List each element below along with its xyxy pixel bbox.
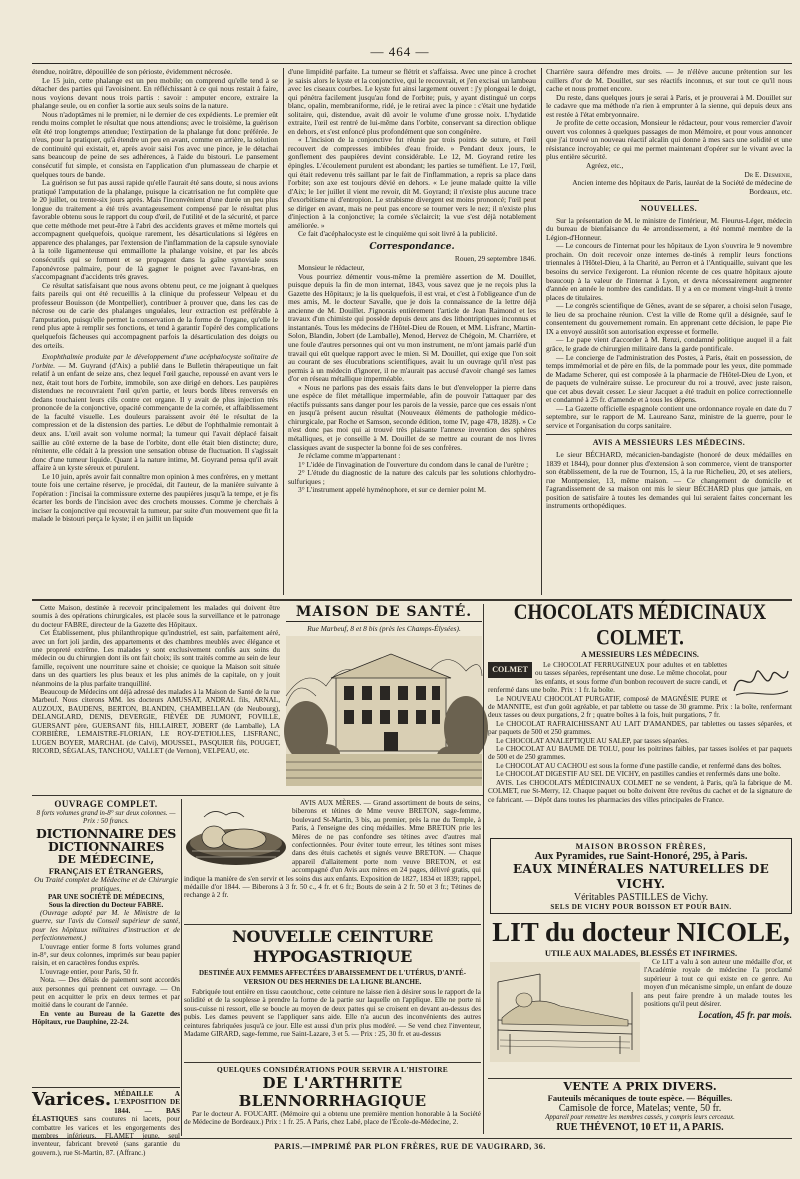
nicole-title: LIT du docteur NICOLE, <box>492 917 790 947</box>
colmet-ad <box>488 600 792 830</box>
vichy-title: EAUX MINÉRALES NATURELLES DE VICHY. <box>512 862 770 891</box>
paragraph: Le CHOCOLAT RAFRAICHISSANT AU LAIT D'AMANDES, par tablettes ou tasses séparées, et par paquets de 500 et 250 grammes. <box>488 719 792 737</box>
news-item: — Le congrès scientifique de Gênes, avant de se séparer, a choisi selon l'usage, le lieu de sa prochaine réunion. C'est la ville de Rome qu'il a désignée, sauf le consentement du gouvernement romain. En apprenant cette décision, le pape Pie IX a envoyé aussitôt son autorisation expresse et formelle. <box>546 301 792 336</box>
maison-title: MAISON DE SANTÉ. <box>286 604 482 622</box>
dict-title-3: FRANÇAIS ET ÉTRANGERS, <box>48 866 164 876</box>
dict-desc: (Ouvrage adopté par M. le Ministre de la guerre, sur l'avis du Conseil supérieur de santé, pour les hôpitaux militaires d'instruction et de perfectionnement.) <box>32 909 180 943</box>
rule <box>32 795 483 796</box>
column-3 <box>546 68 792 595</box>
maison-address: Rue Marbeuf, 8 et 8 bis (près les Champs-Élysées). <box>307 624 461 633</box>
dictionnaire-ad <box>32 799 180 1089</box>
paragraph: Nous n'adoptâmes ni le premier, ni le dernier de ces expédients. Le premier eût rendu moins complet le résultat que nous attendions; avec le troisième, la guérison eût été trop longtemps attendue; l'extirpation de la phalange fut donc préférée. Je n'eus, pour la pratiquer, qu'à étendre un peu en avant, comme en arrière, la solution de continuité qui existait, et, après avoir saisi l'os avec une pince, je le détachai sans beaucoup de peine de ses adhérences, à l'aide du bistouri. Le pansement consécutif fut simple, et consista en l'application d'un plumasseau de charpie et quelques tours de bande. <box>32 109 278 179</box>
vente-address: RUE THÉVENOT, 10 ET 11, A PARIS. <box>556 1122 724 1133</box>
ceinture-ad <box>184 927 481 1060</box>
paragraph: Le CHOCOLAT DIGESTIF AU SEL DE VICHY, en pastilles candies et renfermés dans une boîte. <box>496 770 780 779</box>
bed-engraving <box>490 962 640 1062</box>
dict-title-2: DE MÉDECINE, <box>57 853 155 866</box>
vente-line2: Camisole de force, Matelas; vente, 50 fr. <box>558 1103 722 1114</box>
paragraph: 2° L'étude du diagnostic de la nature des calculs par les solutions chlorhydro-sulfuriques ; <box>288 468 536 486</box>
paragraph: Le CHOCOLAT AU CACHOU est sous la forme d'une pastille candie, et renfermé dans des boîtes. <box>496 761 782 770</box>
arthrite-text: Par le docteur A. FOUCART. (Mémoire qui a obtenu une première mention honorable à la Société de Médecine de Bordeaux.) Prix : 1 fr. 25. A Paris, chez Labé, place de l'École-de-Médecine, 2. <box>184 1110 481 1127</box>
nicole-subtitle: UTILE AUX MALADES, BLESSÉS ET INFIRMES. <box>544 948 738 958</box>
paragraph: Charrière saura défendre mes droits. — Je n'élève aucune prétention sur les cuillers d'or de M. Douillet, sur ses réactifs inconnus, et sur tout ce qu'il nous cache et nous promet encore. <box>546 67 792 94</box>
vente-line3: Appareil pour remettre les membres cassés, y compris leurs cerceaux. <box>545 1114 735 1121</box>
colmet-subtitle: A MESSIEURS LES MÉDECINS. <box>581 650 699 659</box>
arthrite-ad <box>184 1065 481 1135</box>
paragraph: étendue, noirâtre, dépouillée de son périoste, évidemment nécrosée. <box>32 67 233 76</box>
vente-line1: Fauteuils mécaniques de toute espèce. — Béquilles. <box>547 1093 733 1103</box>
dict-title-4: Ou Traité complet de Médecine et de Chirurgie pratiques, <box>34 875 178 893</box>
paragraph: Le 15 juin, cette phalange est un peu mobile; on comprend qu'elle tend à se détacher des parties qui l'avoisinent. En réfléchissant à ce qui nous restait à faire, nous voyions devant nous trois partis : savoir : amputer encore, extraire la phalange seule, ou en confier la sortie aux seuls soins de la nature. <box>32 75 278 111</box>
top-rule <box>32 63 792 64</box>
news-title: NOUVELLES. <box>640 204 698 214</box>
column-2 <box>288 68 536 595</box>
divider <box>546 434 792 435</box>
ceinture-subtitle: DESTINÉE AUX FEMMES AFFECTÉES D'ABAISSEMENT DE L'UTÉRUS, D'ANTÉ-VERSION OU DES HERNIES DE LA LIGNE BLANCHE. <box>198 969 467 986</box>
paragraph: Vous pourriez démentir vous-même la première assertion de M. Douillet, puisque depuis la fin de mon internat, 1843, vous savez que je ne reçois plus la Gazette des Hôpitaux; je la lis quelquefois, il est vrai, et c'est à l'obligeance d'un de mes amis, M. le docteur Savalle, que je dois la connaissance de la lettre déjà ancienne de M. Douillet. J'ignorais entièrement l'article de Jean Raimond et les travaux d'un chimiste qui possède depuis deux ans des lithontriptiques inconnus et instantanés. Tous les médecins de l'Hôtel-Dieu de Rouen, et MM. Lisfranc, Martin-Solon, Blandin, Jobert (de Lamballe), Menod, Hervez de Chégoin, M. Charrière, et une foule d'autres personnes qui ont vu mon instrument, ne m'ont jamais parlé d'un travail qui eût quelque rapport avec le mien. Si M. Douillet, qui exige que l'on soit au courant de ses élucubrations scientifiques, avait lu un ouvrage qu'il n'est pas permis à un médecin d'ignorer, il ne m'aurait pas accusé d'avoir changé ses lames d'or en réseau métallique imperméable. <box>288 271 536 384</box>
closing: Agréez, etc., <box>586 161 624 171</box>
dict-title-1: DICTIONNAIRE DES DICTIONNAIRES <box>36 826 176 854</box>
divider <box>639 200 699 201</box>
paragraph: L'ouvrage entier forme 8 forts volumes grand in-8°, sur deux colonnes, imprimés sur beau papier raisin, et en caractères fondus exprès. <box>32 942 180 968</box>
paragraph: Je réclame comme m'appartenant : <box>298 451 401 461</box>
varices-title: Varices. <box>32 1089 112 1110</box>
paragraph: Ce fait d'acéphalocyste est le cinquième qui soit livré à la publicité. <box>298 229 498 239</box>
nicole-price: Location, 45 fr. par mois. <box>698 1010 792 1021</box>
vente-title: VENTE A PRIX DIVERS. <box>563 1079 717 1093</box>
salutation: Monsieur le rédacteur, <box>298 263 365 273</box>
paragraph: Ce résultat satisfaisant que nous avons obtenu peut, ce me joignant à quelques faits pareils qui ont été recueillis à la clinique du professeur Velpeau et du professeur Bouisson (de Montpellier), contribuer à prouver que, dans les cas de nécrose ou de carie des phalanges unguéales, leur extraction est préférable à l'amputation, puisqu'elle permet la conservation de la forme de l'organe, qu'elle le rend plus apte à remplir ses fonctions, et tend à garantir l'opéré des complications quelquefois fâcheuses qui accompagnent parfois la désarticulation des doigts ou des orteils. <box>32 280 278 350</box>
vichy-pastilles: Véritables PASTILLES de Vichy. <box>573 892 709 903</box>
paragraph: Cet Établissement, plus philanthropique qu'industriel, est sain, parfaitement aéré, avec un fort joli jardin, des appartements et des chambres meublés avec élégance et une propreté extrême. Les malades y sont exclusivement confiés aux soins du médecin ou du chirurgien dont ils ont fait choix; ils sont traités comme au sein de leur famille, reçoivent une nourriture saine et choisie; ce quoique la Maison soit située dans un des quartiers les plus beaux et les plus animés de la capitale, on y jouit néanmoins de la plus parfaite tranquillité. <box>32 629 280 688</box>
meres-text: AVIS AUX MÈRES. — Grand assortiment de bouts de seins, biberons et tétines de Mme veuve BRETON, sage-femme, boulevard St-Martin, 3 bis, au premier, près la rue du Temple, à Paris, à l'enseigne des cinq médailles. Mme BRETON prie les Mères de ne pas confondre ses tétines avec d'autres mal confectionnées. Pour éviter toute erreur, les tétines sont mises dans des étuis cachetés et signés veuve BRETON. — Chaque appareil d'allaitement porte nom veuve BRETON, et est accompagné d'un Avis aux mères en 24 pages, délivré gratis, qui indique la manière de s'en servir et les soins dus aux enfants. Exposition de 1827, 1834 et 1839; rappel, médaille d'or 1844. — Biberons à 3 fr. 50 c., 4 fr. et 6 fr.; Bouts de sein à 2 fr. 50 et 3 fr.; Tétines de rechange à 2 fr. <box>184 799 481 900</box>
brosson-ad <box>490 838 792 914</box>
notice-text: Le sieur BÉCHARD, mécanicien-bandagiste (honoré de deux médailles en 1839 et 1844), pour donner plus d'extension à son commerce, vient de transporter son établissement, de la rue de Tournon, 15, à la rue Richelieu, 20, et ses ateliers, rue Montpensier, 13, même maison. — Ce changement de domicile et l'agrandissement de sa maison ont mis le sieur BÉCHARD plus que jamais, en position de satisfaire à toutes les demandes qui lui seraient faites concernant les instruments orthopédiques. <box>546 449 792 511</box>
paragraph: Cette Maison, destinée à recevoir principalement les malades qui doivent être soumis à des opérations chirurgicales, est placée sous la surveillance et le patronage du docteur FABRE, directeur de la Gazette des Hôpitaux. <box>32 604 280 629</box>
house-engraving <box>286 636 482 786</box>
vente-ad <box>488 1080 792 1136</box>
paragraph: Beaucoup de Médecins ont déjà adressé des malades à la Maison de Santé de la rue Marbeuf. Nous citerons MM. les docteurs AMUSSAT, ANDRAL fils, ARNAL, AUZOUX, BAUDENS, BERTON, BLANDIN, CHAMBELLAN (de Neubourg), DELANGLARD, DENIS, DEVERGIE, FIÈVÉE DE JUMONT, FOVILLE, GUERSANT père, GUERSANT fils, HILLAIRET, JOBERT (de Lamballe), LA CORBIÈRE, LEMAISTRE-FLORIAN, LE ROY-D'ETIOLLES, LISFRANC, LUGEN BOYER, MARCHAL (de Calvi), MOUSSEL, PASQUIER fils, POUGET, RICORD, SÉGALAS, TANCHOU, VALLET (de Vernon), VELPEAU, etc. <box>32 688 280 755</box>
paragraph: Le 10 juin, après avoir fait connaître mon opinion à mes confrères, en y mettant toute fois une certaine réserve, je procédai, dit l'auteur, de la manière suivante à l'opération : j'incisai la commissure externe des paupières jusqu'à la tempe, et je fis écarter les bords de l'incision avec des crochets mousses. Comme je cherchais à inciser la conjonctive qui recouvrait la tumeur, par suite d'un mouvement que fit la malade le bistouri perça le kyste; il en jaillit un liquide <box>32 471 278 524</box>
paragraph: Du reste, dans quelques jours je serai à Paris, et je prouverai à M. Douillet sur le cadavre que ma méthode n'a rien à emprunter à la sienne, qui depuis deux ans est restée à l'état embryonnaire. <box>546 92 792 119</box>
arthrite-title: DE L'ARTHRITE BLENNORRHAGIQUE <box>238 1074 427 1110</box>
vichy-sels: SELS DE VICHY POUR BOISSON ET POUR BAIN. <box>550 903 732 911</box>
column-rule <box>541 68 542 595</box>
column-rule <box>181 799 182 1136</box>
ceinture-text: Fabriquée tout entière en tissu caoutchouc, cette ceinture ne laisse rien à désirer sous le rapport de la solidité et de la souplesse à prendre la forme de la partie sur laquelle on l'applique. Elle ne porte ni sous-cuisse ni ressort, elle se boucle au moyen de deux pattes qui se croisent en devant au-dessus des pubis. Les dames peuvent se l'appliquer sans aide. Elle n'a aucun des inconvénients des autres ceintures fabriquées jusqu'à ce jour. Elle est aussi d'un prix plus modéré. — Se vend chez l'inventeur, Madame GIRARD, sage-femme, rue Saint-Lazare, 3 et 5. — Prix : 25, 30 fr. et au-dessus <box>184 988 481 1039</box>
dateline: Rouen, 29 septembre 1846. <box>454 254 536 264</box>
paragraph: Le NOUVEAU CHOCOLAT PURGATIF, composé de MAGNÉSIE PURE et de MANNITE, est d'un goût agréable, et par tablette ou tasse de 30 gramme. Prix : la boîte, renfermant deux tasses ou deux purgations, 2 fr ; quatre boîtes à la fois, huit purgations, 7 fr. <box>488 694 792 720</box>
news-item: — Le pape vient d'accorder à M. Renzi, condamné politique auquel il a fait grâce, le grade de chirurgien militaire dans la garde pontificale. <box>546 335 792 353</box>
rule <box>184 924 481 925</box>
paragraph: AVIS. Les CHOCOLATS MÉDICINAUX COLMET ne se vendent, à Paris, qu'à la fabrique de M. COLMET, rue St-Merry, 12. Chaque paquet ou boîte doivent être revêtus du cachet et de la signature de ce fabricant. — Dépôt dans toutes les pharmacies des villes principales de France. <box>488 778 792 804</box>
column-1 <box>32 68 278 595</box>
rule <box>184 1062 481 1063</box>
paragraph: L'ouvrage entier, pour Paris, 50 fr. <box>40 967 139 976</box>
dict-director: Sous la direction du Docteur FABRE. <box>48 901 164 909</box>
paragraph: 3° L'instrument appelé hyménophore, et sur ce dernier point M. <box>298 485 486 495</box>
paragraph: Le CHOCOLAT ANALEPTIQUE AU SALEP, par tasses séparées. <box>496 736 689 745</box>
paragraph: « L'incision de la conjonctive fut réunie par trois points de suture, et l'œil recouvert de compresses imbibées d'eau froide. » Pendant deux jours, le gonflement des paupières devint considérable. Le 12, M. Goyrand retire les épingles. L'écoulement purulent est abondant; les parties se tuméfient. Le 17, l'œil, qui était redevenu très saillant par le fait de l'inflammation, a repris sa place dans l'orbite; son axe est toujours dévié en dehors. « Le jeune malade quitte la ville d'Aix; le 1er juillet il vient me revoir, dit M. Goyrand; il n'existe plus aucune trace d'exorbitisme ni d'entropion. Le strabisme divergent est moins prononcé; l'œil peut se diriger en avant, mais ne peut pas encore se tourner vers le nez; il n'existe plus d'injection à la conjonctive; la cornée s'éclaircit; la vue s'est déjà notablement améliorée. » <box>288 135 536 230</box>
signature-flourish <box>730 661 792 701</box>
news-item: — Le concierge de l'administration des Postes, à Paris, était en possession, de temps immémorial et de père en fils, de la pommade pour les yeux, dite pommade de Madame Scherer, qui est composée à la pharmacie de l'Hôtel-Dieu de Lyon, et de paquets de vulnéraire suisse. Le procureur du roi a trouvé, avec juste raison, que cet abus devait cesser. Le sieur Jacquet a été traduit en police correctionnelle et condamné à 25 fr. d'amende et à tous les dépens. <box>546 352 792 405</box>
article-lead: — M. Guyrand (d'Aix) a publié dans le Bulletin thérapeutique un fait relatif à un enfant de seize ans, chez lequel l'œil gauche, repoussé en avant vers le nez, était tout hors de l'orbite, immobile, son axe dirigé en dehors. Les paupières distendues ne recouvraient l'œil qu'en partie, et leurs bords libres renversés en dedans touchaient leurs cils contre cet organe. Il y avait de plus injection très prononcée de la conjonctive, opacité commençante de la cornée, et affaiblissement de la faculté visuelle. Les douleurs paraissent avoir été le résultat de la compression et de la distension des parties. Le début de l'ophthalmie remontait à deux ans. L'œil avait son volume normal; la tumeur qui l'avait déplacé faisait saillie au côté externe de la base de l'orbite, dont elle était bien distincte; dure, rénitente, elle cédait à la pression une sensation obtuse de fluctuation. Il s'agissait donc d'une tumeur liquide. Quant à la nature intime, M. Goyrand pensa qu'il avait affaire à un kyste séreux et purulent. <box>32 360 278 473</box>
news-item: — La Gazette officielle espagnole contient une ordonnance royale en date du 7 septembre, sur le rapport de M. Laureano Sanz, ministre de la guerre, pour le service et l'organisation du corps sanitaire. <box>546 403 792 430</box>
section-title: Correspondance. <box>369 241 455 252</box>
printer-imprint: PARIS.—IMPRIMÉ PAR PLON FRÈRES, RUE DE VAUGIRARD, 36. <box>274 1142 546 1151</box>
news-item: Sur la présentation de M. le ministre de l'intérieur, M. Fleurus-Léger, médecin du bureau de bienfaisance du 4e arrondissement, a été nommé membre de la Légion-d'Honneur. <box>546 215 792 242</box>
varices-text: sans coutures ni lacets, pour combattre les varices et les engorgements des membres inférieurs. FLAMET jeune, seul inventeur, fabricant breveté (sans garantie du gouvern.), rue St-Martin, 87. (Affranc.) <box>32 1115 181 1157</box>
paragraph: Je profite de cette occasion, Monsieur le rédacteur, pour vous remercier d'avoir ouvert vos colonnes à quelques passages de mon Mémoire, et pour vous annoncer que j'ai trouvé un nouveau réactif alcalin qui donne à mes sacs une solidité et une résistance incroyable; ce qui me permet maintenant d'opérer sur le vivant avec la plus entière sécurité. <box>546 118 792 162</box>
paragraph: En vente au Bureau de la Gazette des Hôpitaux, rue Dauphine, 22-24. <box>32 1009 180 1027</box>
paragraph: Le CHOCOLAT AU BAUME DE TOLU, pour les poitrines faibles, par tasses isolées et par paquets de 500 et de 250 grammes. <box>488 745 792 762</box>
infant-engraving <box>184 807 288 869</box>
page-number: — 464 — <box>370 44 430 59</box>
column-rule <box>283 68 284 595</box>
ouvrage-sub: 8 forts volumes grand in-8° sur deux colonnes. — Prix : 50 francs. <box>36 809 176 825</box>
varices-ad <box>32 1089 181 1157</box>
paragraph: 1° L'idée de l'invagination de l'ouverture du condom dans le canal de l'urètre ; <box>298 459 529 469</box>
fabre-ad <box>32 604 280 792</box>
nicole-ad <box>490 916 792 1076</box>
ouvrage-title: OUVRAGE COMPLET. <box>54 799 158 809</box>
brosson-address: Aux Pyramides, rue Saint-Honoré, 295, à Paris. <box>534 851 748 862</box>
varices-head: MÉDAILLE A L'EXPOSITION DE 1844. — BAS ÉLASTIQUES <box>32 1090 180 1124</box>
signature-title: Ancien interne des hôpitaux de Paris, lauréat de la Société de médecine de Bordeaux, etc. <box>572 178 792 196</box>
article-title: Exophthalmie produite par le développement d'une acéphalocyste solitaire de l'orbite. <box>32 352 278 370</box>
column-rule <box>483 604 484 1134</box>
news-item: — Le concours de l'internat pour les hôpitaux de Lyon s'ouvrira le 9 novembre prochain. On doit recevoir onze internes de-tinés à remplir leurs fonctions triennales à l'Hôtel-Dieu, à la Charité, au Perron et à l'Antiquaille, suivant que les besoins du service l'exigeront. La réunion récente de ces quatre hôpitaux ajoute beaucoup à la valeur de l'internat à Lyon, et devra nécessairement augmenter d'année en année le nombre des candidats. Il y a en ce moment vingt-huit à trente places de titulaires. <box>546 241 792 302</box>
rule <box>32 1087 180 1088</box>
bottom-rule <box>32 1138 792 1139</box>
dict-by: PAR UNE SOCIÉTÉ DE MÉDECINS, <box>48 893 164 901</box>
colmet-stamp: COLMET <box>488 662 532 678</box>
arthrite-pre: QUELQUES CONSIDÉRATIONS POUR SERVIR A L'HISTOIRE <box>216 1065 449 1074</box>
paragraph: d'une limpidité parfaite. La tumeur se flétrit et s'affaissa. Avec une pince à crochet je saisis alors le kyste et la conjonctive, qui le recouvrait, et j'en excisai un lambeau avec les ciseaux courbes. Le kyste fut ainsi largement ouvert : j'y plongeai le doigt, qui pénétra facilement jusqu'au fond de l'orbite; puis, y ayant distingué un corps blanc, opalin, membraniforme, ridé, je le retirai avec la pince : c'était une hydatide solitaire, qui, distendue, avait dû avoir le volume d'une grosse noix. L'hydatide extraite, l'œil est rentré de lui-même dans l'orbite, conservant sa direction oblique en dehors, et s'est enfoncé plus profondément que son congénère. <box>288 67 536 136</box>
paragraph: Le CHOCOLAT FERRUGINEUX pour adultes et en tablettes ou tasses séparées, représentant une dose. Le même chocolat, pour les enfants, et sous forme d'un bonbon recouvert de sucre candi, et renfermé dans une boîte. Prix : 1 fr. la boîte. <box>488 661 727 695</box>
maison-ad <box>286 604 482 790</box>
meres-ad <box>184 799 481 921</box>
ceinture-title: NOUVELLE CEINTURE HYPOGASTRIQUE <box>232 927 433 966</box>
colmet-title: CHOCOLATS MÉDICINAUX COLMET. <box>513 600 767 651</box>
nicole-text: Ce LIT a valu à son auteur une médaille d'or, et l'Académie royale de médecine l'a proclamé supérieur à tout ce qui existe en ce genre. Au moyen d'un mécanisme simple, un enfant de douze ans peut faire prendre à un malade toutes les positions qu'il peut désirer. <box>644 958 792 1009</box>
paragraph: La guérison se fut pas aussi rapide qu'elle l'aurait été sans doute, si nous avions pratiqué l'amputation de la phalange, puisque la cicatrisation ne fut complète que le 20 juillet, ou trente-six jours après. Mais l'inconvénient d'une durée un peu plus longue du traitement a été très avantageusement compensé par le résultat plus favorable obtenu sous le rapport du coup d'œil, de l'utilité et de la sécurité, et parce que cette méthode met peut-être à l'abri des accidents graves et même mortels qui accompagnent quelquefois, quoique rarement, les désarticulations si légères en apparence des phalanges, par l'extension de l'inflammation de la capsule synoviale à la toile ligamenteuse qui emmaillotte la phalange voisine, et par les abcès consécutifs qui se forment et se propagent dans la gaîne synoviale sous l'aponévrose palmaire, pour de là gagner le poignet avec l'avant-bras, en s'accompagnant d'accidents très graves. <box>32 178 278 282</box>
signature: Dr E. Desmenie, <box>744 169 792 179</box>
brosson-name: MAISON BROSSON FRÈRES, <box>575 842 707 851</box>
paragraph: « Nous ne parlons pas des essais faits dans le but d'envelopper la pierre dans une espèce de filet métallique imperméable, afin de pouvoir l'attaquer par des réactifs puissants sans danger pour les parois de la vessie, parce que ces essais n'ont en jusqu'à présent aucun résultat (Nouveaux éléments de pathologie médico-chirurgicale, par Roche et Samson, seconde édition, tome IV, page 478, 1828). » Ce n'est donc pas moi qui ai trouvé très plaisante l'annexe invention des sphères métalliques, et je conseille à M. Douillet de se mettre au courant de nos livres classiques avant de suspecter la bonne foi de ses confrères. <box>288 382 536 452</box>
notice-title: AVIS A MESSIEURS LES MÉDECINS. <box>592 438 746 448</box>
paragraph: Nota. — Des délais de paiement sont accordés aux personnes qui prennent cet ouvrage. — On peut en acquitter le prix en deux termes et par moitié dans le courant de l'année. <box>32 976 180 1010</box>
